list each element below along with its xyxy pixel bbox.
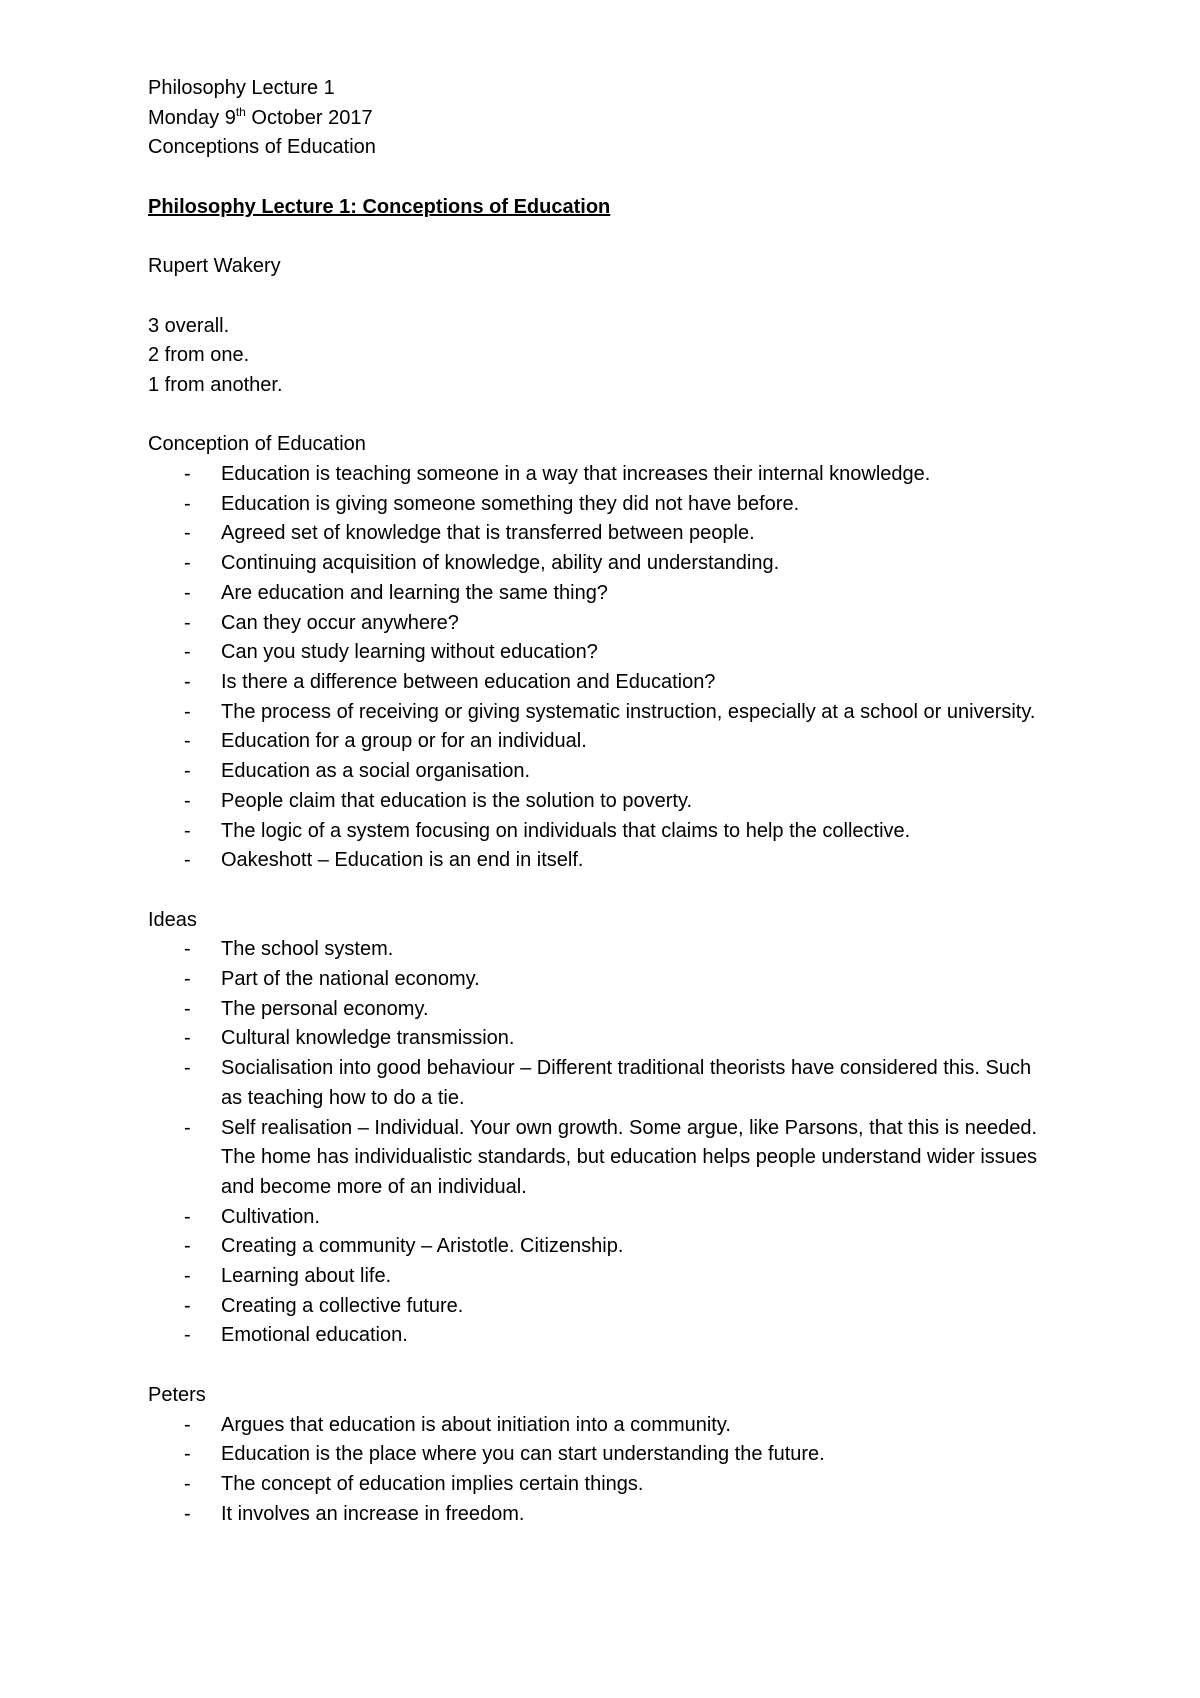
bullet-list [148, 1411, 1048, 1530]
list-item [148, 668, 1048, 698]
count-line: 1 from another. [148, 373, 283, 396]
list-item [148, 1470, 1048, 1500]
spacer [148, 401, 1048, 431]
list-item [148, 1232, 1048, 1262]
list-item-text: Argues that education is about initiation into a community. [221, 1413, 731, 1436]
list-item [148, 609, 1048, 639]
list-item [148, 757, 1048, 787]
list-item [148, 1114, 1048, 1203]
list-item [148, 1024, 1048, 1054]
list-item-text: Education is the place where you can start understanding the future. [221, 1443, 825, 1466]
list-item [148, 460, 1048, 490]
bullet-dash: - [184, 492, 191, 515]
list-item-text: Creating a community – Aristotle. Citizenship. [221, 1235, 624, 1258]
spacer [148, 282, 1048, 312]
list-item [148, 727, 1048, 757]
list-item [148, 1203, 1048, 1233]
list-item-text: The school system. [221, 938, 394, 961]
list-item [148, 787, 1048, 817]
spacer [148, 1351, 1048, 1381]
list-item [148, 1440, 1048, 1470]
list-item-text: Education is teaching someone in a way that increases their internal knowledge. [221, 463, 931, 486]
list-item [148, 1321, 1048, 1351]
list-item [148, 519, 1048, 549]
list-item [148, 638, 1048, 668]
bullet-dash: - [184, 581, 191, 604]
header-date-post: October 2017 [245, 106, 373, 129]
document-title: Philosophy Lecture 1: Conceptions of Education [148, 195, 611, 218]
spacer [148, 163, 1048, 193]
list-item-text: Self realisation – Individual. Your own growth. Some argue, like Parsons, that this is needed. The home has individualistic standards, but education helps people understand wider issues and become more of an individual. [221, 1116, 1038, 1198]
list-item-text: Is there a difference between education and Education? [221, 671, 716, 693]
list-item-text: Oakeshott – Education is an end in itself. [221, 849, 584, 872]
list-item [148, 817, 1048, 847]
bullet-dash: - [184, 1472, 191, 1495]
count-line: 3 overall. [148, 314, 230, 337]
list-item [148, 995, 1048, 1025]
list-item-text: Emotional education. [221, 1324, 408, 1347]
list-item-text: People claim that education is the solution to poverty. [221, 789, 693, 812]
list-item-text: Are education and learning the same thing? [221, 581, 608, 604]
list-item [148, 935, 1048, 965]
bullet-dash: - [184, 522, 191, 545]
bullet-dash: - [184, 671, 191, 693]
header-date-sup: th [235, 104, 246, 119]
header-line-2 [148, 104, 1048, 134]
list-item-text: It involves an increase in freedom. [221, 1502, 525, 1525]
list-item [148, 1292, 1048, 1322]
list-item [148, 1500, 1048, 1530]
list-item-text: Continuing acquisition of knowledge, ability and understanding. [221, 552, 780, 575]
sections-container [148, 430, 1048, 1529]
section-heading: Ideas [148, 908, 197, 931]
bullet-dash: - [184, 1235, 191, 1258]
list-item-text: Education is giving someone something they did not have before. [221, 492, 800, 515]
list-item-text: Creating a collective future. [221, 1294, 464, 1317]
bullet-dash: - [184, 938, 191, 961]
bullet-dash: - [184, 1324, 191, 1347]
list-item [148, 846, 1048, 876]
bullet-dash: - [184, 849, 191, 872]
list-item-text: The concept of education implies certain things. [221, 1472, 644, 1495]
list-item [148, 965, 1048, 995]
list-item-text: Socialisation into good behaviour – Different traditional theorists have considered this. Such as teaching how to do a tie. [221, 1057, 1032, 1109]
bullet-dash: - [184, 1265, 191, 1288]
list-item [148, 490, 1048, 520]
list-item-text: Agreed set of knowledge that is transferred between people. [221, 522, 755, 545]
header-date-pre: Monday 9 [148, 106, 236, 129]
spacer [148, 223, 1048, 253]
list-item-text: Can they occur anywhere? [221, 611, 459, 634]
bullet-dash: - [184, 641, 191, 664]
bullet-dash: - [184, 730, 191, 753]
list-item-text: Cultivation. [221, 1205, 320, 1228]
list-item-text: The personal economy. [221, 997, 429, 1020]
list-item-text: The logic of a system focusing on individuals that claims to help the collective. [221, 819, 911, 842]
bullet-dash: - [184, 760, 191, 783]
bullet-dash: - [184, 552, 191, 575]
bullet-dash: - [184, 1443, 191, 1466]
bullet-dash: - [184, 463, 191, 486]
bullet-dash: - [184, 1027, 191, 1050]
header-line-1: Philosophy Lecture 1 [148, 77, 335, 99]
bullet-dash: - [184, 1502, 191, 1525]
bullet-dash: - [184, 700, 191, 723]
bullet-dash: - [184, 819, 191, 842]
spacer [148, 876, 1048, 906]
header-line-3: Conceptions of Education [148, 136, 376, 159]
list-item-text: Part of the national economy. [221, 968, 480, 991]
bullet-dash: - [184, 1057, 191, 1080]
bullet-list [148, 935, 1048, 1351]
lecturer-name: Rupert Wakery [148, 255, 281, 278]
bullet-list [148, 460, 1048, 876]
list-item-text: Can you study learning without education? [221, 641, 598, 664]
bullet-dash: - [184, 1205, 191, 1228]
list-item [148, 1411, 1048, 1441]
bullet-dash: - [184, 997, 191, 1020]
list-item [148, 1262, 1048, 1292]
bullet-dash: - [184, 968, 191, 991]
bullet-dash: - [184, 1116, 191, 1139]
list-item-text: Cultural knowledge transmission. [221, 1027, 515, 1050]
document-page [148, 74, 1048, 1529]
list-item [148, 579, 1048, 609]
bullet-dash: - [184, 789, 191, 812]
bullet-dash: - [184, 1413, 191, 1436]
bullet-dash: - [184, 1294, 191, 1317]
section-heading: Peters [148, 1383, 206, 1406]
list-item-text: Learning about life. [221, 1265, 392, 1288]
list-item-text: Education for a group or for an individual. [221, 730, 587, 753]
bullet-dash: - [184, 611, 191, 634]
list-item [148, 1054, 1048, 1113]
count-line: 2 from one. [148, 344, 250, 367]
list-item [148, 698, 1048, 728]
section-heading: Conception of Education [148, 433, 366, 456]
list-item-text: The process of receiving or giving systematic instruction, especially at a school or university. [221, 700, 1036, 723]
list-item [148, 549, 1048, 579]
list-item-text: Education as a social organisation. [221, 760, 531, 783]
